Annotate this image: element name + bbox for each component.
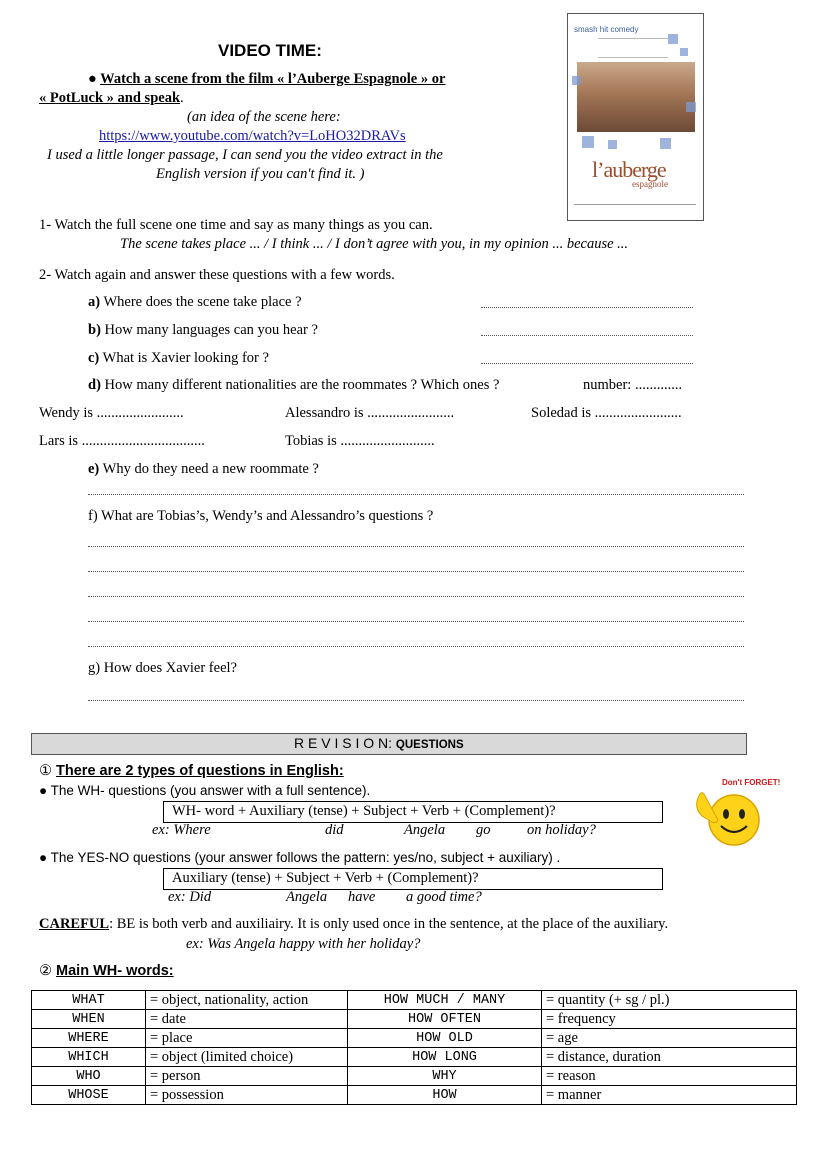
note-line-1: I used a little longer passage, I can send you the video extract in the [47, 147, 443, 163]
question-e: e) Why do they need a new roommate ? [88, 461, 319, 477]
yes-no-example-4: a good time? [406, 889, 482, 905]
wh-example-3: Angela [404, 822, 446, 838]
poster-photo [577, 62, 695, 132]
wh-example-4: go [476, 822, 491, 838]
yes-no-example-1: ex: Did [168, 889, 212, 905]
poster-footer [574, 204, 696, 211]
yes-no-formula-box [163, 868, 663, 890]
scene-idea-label: (an idea of the scene here: [187, 109, 341, 125]
poster-square [668, 34, 678, 44]
tobias-nationality[interactable]: Tobias is .......................... [285, 433, 435, 449]
question-b: b) How many languages can you hear ? [88, 322, 318, 338]
answer-line-e[interactable] [88, 494, 744, 495]
yes-no-example-3: have [348, 889, 376, 905]
meaning-cell: = distance, duration [542, 1048, 797, 1067]
types-heading: ① There are 2 types of questions in English: [39, 763, 344, 779]
meaning-cell: = person [146, 1067, 348, 1086]
alessandro-nationality[interactable]: Alessandro is ........................ [285, 405, 455, 421]
wendy-nationality[interactable]: Wendy is ........................ [39, 405, 184, 421]
yes-no-intro: ● The YES-NO questions (your answer follows the pattern: yes/no, subject + auxiliary) . [39, 850, 561, 865]
wh-intro: ● The WH- questions (you answer with a full sentence). [39, 783, 371, 798]
meaning-cell: = object (limited choice) [146, 1048, 348, 1067]
poster-subtitle: espagnole [632, 179, 668, 189]
lars-nationality[interactable]: Lars is .................................. [39, 433, 205, 449]
bullet-icon: ● [39, 783, 48, 798]
youtube-link[interactable]: https://www.youtube.com/watch?v=LoHO32DRAVs [99, 128, 406, 144]
table-row [32, 1029, 797, 1048]
task-line-2: « PotLuck » and speak. [39, 90, 184, 106]
question-g: g) How does Xavier feel? [88, 660, 237, 676]
yes-no-formula: Auxiliary (tense) + Subject + Verb + (Complement)? [172, 870, 479, 886]
poster-square [582, 136, 594, 148]
table-row [32, 1067, 797, 1086]
wh-word-cell: WHAT [32, 991, 146, 1010]
wh-word-cell: WHO [32, 1067, 146, 1086]
soledad-nationality[interactable]: Soledad is ........................ [531, 405, 682, 421]
wh-example-5: on holiday? [527, 822, 596, 838]
table-row [32, 1086, 797, 1105]
answer-line-c[interactable] [481, 363, 693, 364]
poster-credits [598, 38, 668, 58]
answer-line-f3[interactable] [88, 596, 744, 597]
wh-word-cell: WHOSE [32, 1086, 146, 1105]
part1-prompt: The scene takes place ... / I think ... / I don’t agree with you, in my opinion ... because ... [120, 236, 629, 252]
wh-word-cell: WHEN [32, 1010, 146, 1029]
revision-bar [31, 733, 747, 755]
meaning-cell: = age [542, 1029, 797, 1048]
poster-title: l’auberge [592, 157, 666, 182]
question-d: d) How many different nationalities are the roommates ? Which ones ? [88, 377, 500, 393]
wh-word-cell: HOW OFTEN [348, 1010, 542, 1029]
poster-square [608, 140, 617, 149]
question-a: a) Where does the scene take place ? [88, 294, 302, 310]
wh-word-cell: HOW MUCH / MANY [348, 991, 542, 1010]
answer-line-f4[interactable] [88, 621, 744, 622]
careful-example: ex: Was Angela happy with her holiday? [186, 936, 421, 952]
wh-word-cell: WHERE [32, 1029, 146, 1048]
answer-line-f5[interactable] [88, 646, 744, 647]
answer-line-f2[interactable] [88, 571, 744, 572]
part1-instruction: 1- Watch the full scene one time and say as many things as you can. [39, 217, 433, 233]
table-row [32, 1048, 797, 1067]
table-row [32, 1010, 797, 1029]
question-f: f) What are Tobias’s, Wendy’s and Alessandro’s questions ? [88, 508, 434, 524]
dont-forget-smiley-icon [688, 776, 781, 846]
meaning-cell: = date [146, 1010, 348, 1029]
wh-word-cell: HOW LONG [348, 1048, 542, 1067]
bullet-icon: ● [88, 71, 97, 87]
wh-word-cell: HOW [348, 1086, 542, 1105]
nationalities-number[interactable]: number: ............. [583, 377, 683, 393]
wh-formula: WH- word + Auxiliary (tense) + Subject + Verb + (Complement)? [172, 803, 556, 819]
circled-one: ① [39, 763, 52, 779]
bullet-icon: ● [39, 850, 48, 865]
sticker-text: Don't FORGET! [722, 778, 781, 787]
wh-example-1: ex: Where [152, 822, 211, 838]
wh-example-2: did [325, 822, 344, 838]
poster-square [660, 138, 671, 149]
answer-line-g[interactable] [88, 700, 744, 701]
answer-line-a[interactable] [481, 307, 693, 308]
yes-no-example-2: Angela [286, 889, 328, 905]
wh-word-cell: WHY [348, 1067, 542, 1086]
note-line-2: English version if you can't find it. ) [156, 166, 365, 182]
answer-line-f1[interactable] [88, 546, 744, 547]
meaning-cell: = manner [542, 1086, 797, 1105]
meaning-cell: = quantity (+ sg / pl.) [542, 991, 797, 1010]
wh-formula-box [163, 801, 663, 823]
circled-two: ② [39, 963, 52, 979]
movie-poster [567, 13, 704, 221]
wh-word-cell: WHICH [32, 1048, 146, 1067]
wh-word-cell: HOW OLD [348, 1029, 542, 1048]
main-wh-heading: ② Main WH- words: [39, 963, 174, 979]
page-title: VIDEO TIME: [218, 41, 322, 60]
careful-note: CAREFUL: BE is both verb and auxiliairy. It is only used once in the sentence, at the place of the auxiliary. [39, 916, 669, 932]
meaning-cell: = place [146, 1029, 348, 1048]
poster-square [572, 76, 581, 85]
meaning-cell: = frequency [542, 1010, 797, 1029]
meaning-cell: = reason [542, 1067, 797, 1086]
wh-words-table [31, 990, 797, 1105]
answer-line-b[interactable] [481, 335, 693, 336]
part2-instruction: 2- Watch again and answer these questions with a few words. [39, 267, 395, 283]
meaning-cell: = object, nationality, action [146, 991, 348, 1010]
poster-square [686, 102, 696, 112]
question-c: c) What is Xavier looking for ? [88, 350, 269, 366]
table-row [32, 991, 797, 1010]
poster-tagline: smash hit comedy [574, 25, 639, 34]
meaning-cell: = possession [146, 1086, 348, 1105]
task-line-1: ● Watch a scene from the film « l’Auberge Espagnole » or [88, 71, 446, 87]
poster-square [680, 48, 688, 56]
revision-title: R E V I S I O N: QUESTIONS [294, 735, 464, 751]
